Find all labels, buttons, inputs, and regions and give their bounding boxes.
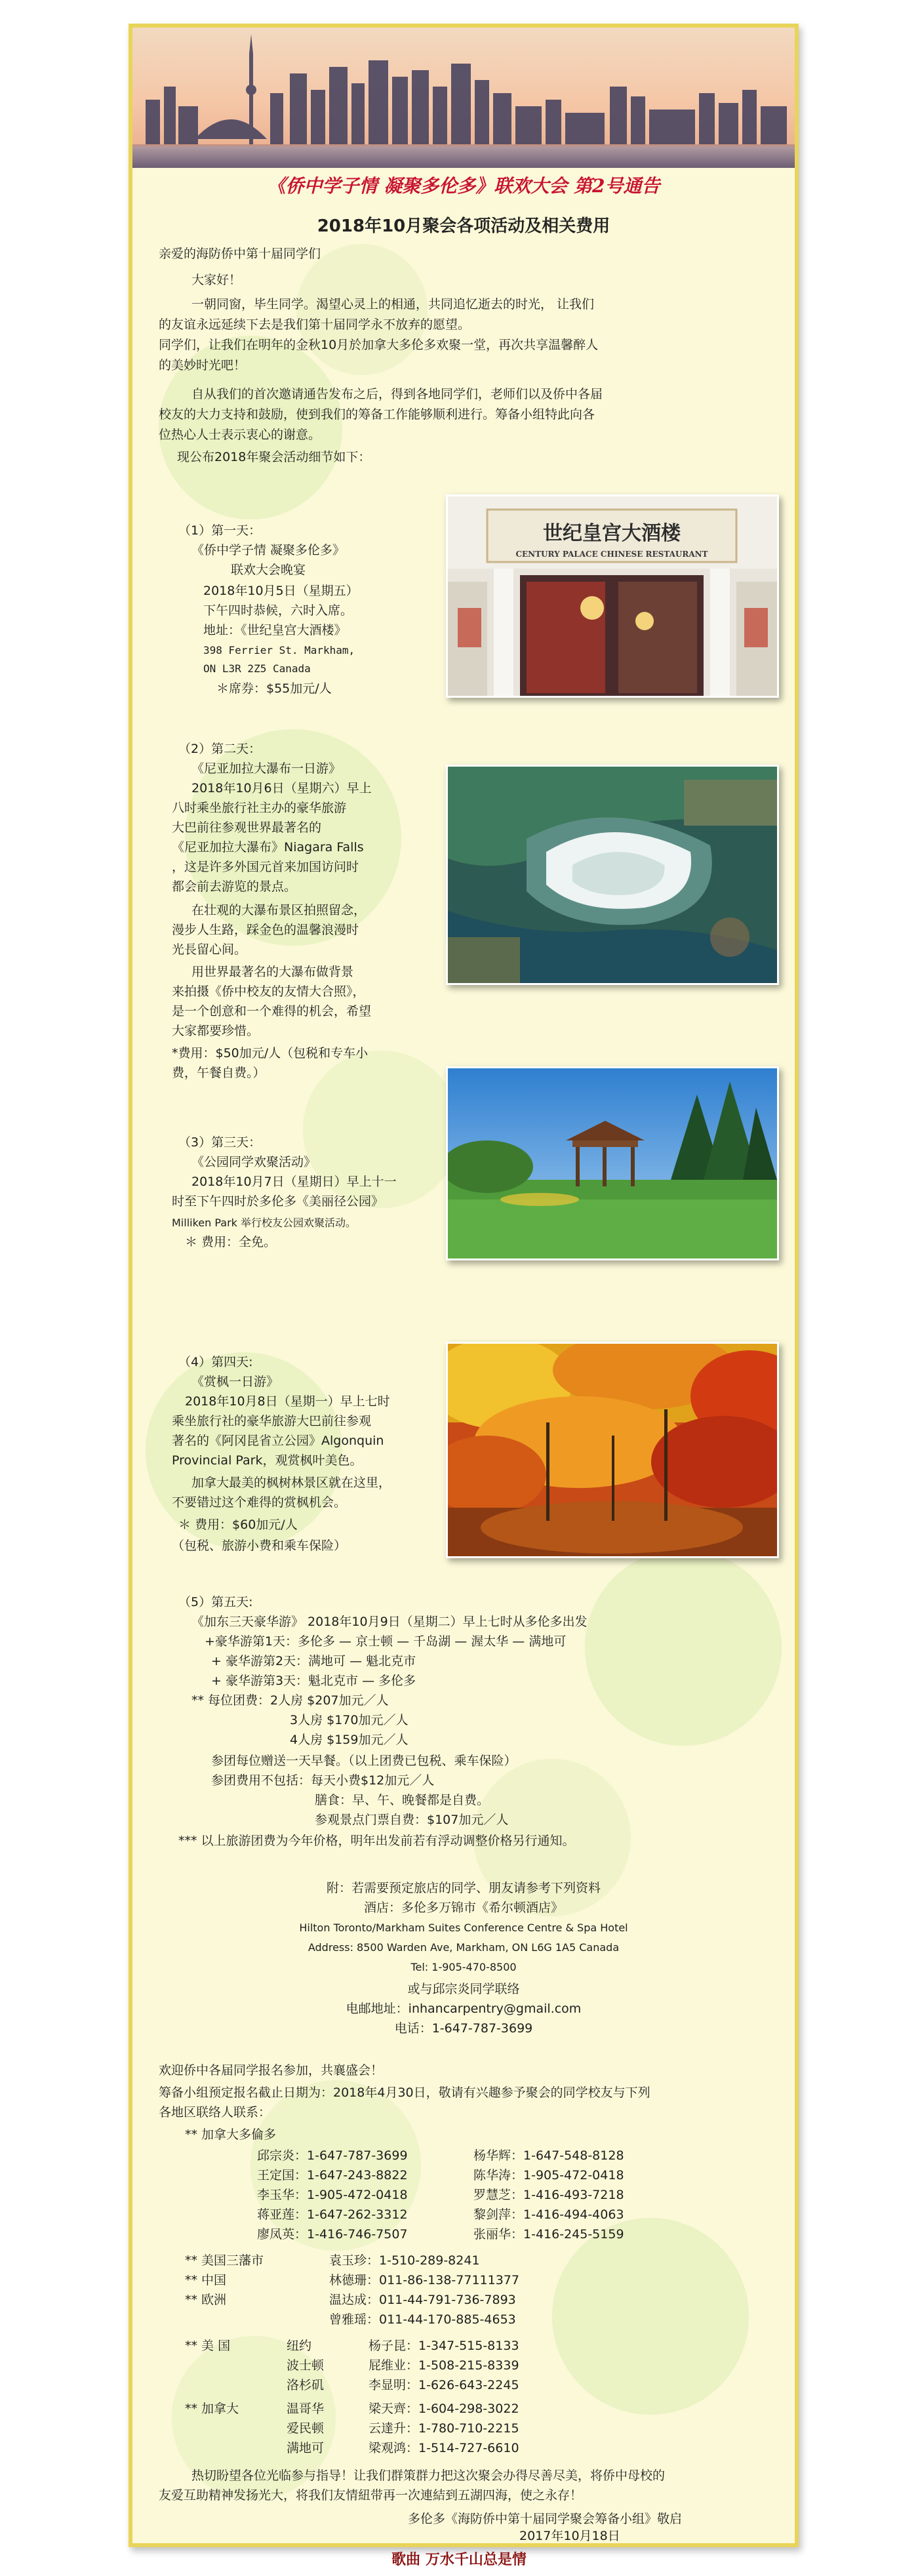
notice-card [129,24,799,2547]
day5-line: 参观景点门票自费：$107加元／人 [315,1813,509,1827]
day5-price: 4人房 $159加元／人 [290,1733,409,1747]
skyline-image [132,28,795,168]
contact-region: ** 美 国 [185,2339,231,2353]
day3-line: 时至下午四时於多伦多《美丽径公园》 [172,1194,384,1209]
welcome-line: 各地区联络人联系： [159,2105,271,2120]
day3-price: ＊ 费用：全免。 [185,1235,277,1249]
contact-phone: 电话：1-647-787-3699 [394,2021,533,2036]
signature: 多伦多《海防侨中第十届同学聚会筹备小组》敬启 [408,2512,683,2526]
contact-city: 纽约 [287,2339,312,2353]
park-image [448,1068,777,1258]
contact-city: 洛杉矶 [287,2378,325,2392]
contacts-canada-header: ** 加拿大多倫多 [185,2127,277,2142]
day2-line: 大家都要珍惜。 [172,1024,260,1038]
welcome-line: 欢迎侨中各届同学报名参加，共襄盛会！ [159,2063,384,2078]
day2-line: 在壮观的大瀑布景区拍照留念， [191,903,367,917]
autumn-forest-image [448,1344,777,1556]
contact-region: ** 美国三藩市 [185,2253,264,2268]
hotel-line: 或与邱宗炎同学联络 [407,1982,520,1996]
day2-line: 2018年10月6日（星期六）早上 [191,781,372,795]
sign-date: 2017年10月18日 [519,2529,620,2543]
decor-bubble [585,1549,782,1746]
contact-email[interactable]: 电邮地址：inhancarpentry@gmail.com [346,2002,582,2016]
restaurant-image [448,496,777,696]
day5-line: 参团费用不包括：每天小费$12加元／人 [211,1773,435,1788]
toronto-skyline-banner [132,28,795,168]
restaurant-sign-en: CENTURY PALACE CHINESE RESTAURANT [515,550,708,559]
welcome-line: 筹备小组预定报名截止日期为：2018年4月30日，敬请有兴趣参予聚会的同学校友与下列 [159,2085,650,2100]
day5-price: ** 每位团费：2人房 $207加元／人 [191,1693,389,1708]
hotel-line: Hilton Toronto/Markham Suites Conference Centre & Spa Hotel [299,1922,628,1934]
contact-entry: 黎剑萍：1-416-494-4063 [473,2207,624,2222]
closing-line: 热切盼望各位光临参与指导！让我们群策群力把这次聚会办得尽善尽美，将侨中母校的 [191,2468,666,2483]
hotel-tel: Tel: 1-905-470-8500 [410,1961,517,1973]
algonquin-park-photo [446,1342,779,1558]
contact-entry: 陈华涛：1-905-472-0418 [473,2168,624,2183]
contact-entry: 张丽华：1-416-245-5159 [473,2227,624,2242]
day5-price: 3人房 $170加元／人 [290,1713,409,1727]
century-palace-photo [446,494,779,698]
intro-line: 位热心人士表示衷心的谢意。 [159,428,321,442]
intro-line: 校友的大力支持和鼓励，使到我们的筹备工作能够顺利进行。筹备小组特此向各 [159,407,595,422]
intro-line: 一朝同窗，毕生同学。渴望心灵上的相通，共同追忆逝去的时光， 让我们 [191,297,595,312]
day1-price: ＊席券：$55加元/人 [216,681,332,696]
day4-line: 乘坐旅行社的豪华旅游大巴前往参观 [172,1414,372,1428]
day5-line: 参团每位赠送一天早餐。（以上团费已包税、乘车保险） [211,1754,517,1768]
contact-entry: 袁玉珍：1-510-289-8241 [329,2253,480,2268]
day2-line: 用世界最著名的大瀑布做背景 [191,965,354,979]
contact-entry: 温达成：011-44-791-736-7893 [329,2293,516,2307]
day2-line: 漫步人生路，踩金色的温馨浪漫时 [172,923,359,937]
intro-hello: 大家好！ [191,273,242,287]
hotel-line: 附：若需要预定旅店的同学、朋友请参考下列资料 [326,1881,601,1895]
contact-entry: 云達升：1-780-710-2215 [369,2421,519,2436]
day4-line: Provincial Park，观赏枫叶美色。 [172,1453,363,1468]
milliken-park-photo [446,1066,779,1260]
contact-city: 爱民顿 [287,2421,325,2436]
day1-line: 联欢大会晚宴 [231,563,306,577]
day1-heading: （1）第一天： [178,523,262,538]
hotel-line: 酒店：多伦多万锦市《希尔顿酒店》 [363,1901,563,1915]
contact-entry: 蒋亚莲：1-647-262-3312 [257,2207,408,2222]
intro-line: 的友谊永远延续下去是我们第十届同学永不放弃的愿望。 [159,317,471,332]
day1-line: 地址：《世纪皇宫大酒楼》 [203,623,347,637]
contact-entry: 梁观鸿：1-514-727-6610 [369,2441,519,2455]
contact-entry: 杨子昆：1-347-515-8133 [369,2339,519,2353]
day2-price: 费，午餐自费。） [172,1066,266,1080]
decor-bubble [552,2218,749,2415]
day2-line: 《尼亚加拉大瀑布一日游》 [191,761,342,776]
contact-entry: 王定国：1-647-243-8822 [257,2168,408,2183]
day2-line: 光長留心间。 [172,942,247,957]
contact-entry: 廖凤英：1-416-746-7507 [257,2227,408,2242]
intro-line: 自从我们的首次邀请通告发布之后，得到各地同学们，老师们以及侨中各届 [191,387,603,401]
contact-city: 满地可 [287,2441,325,2455]
day2-line: 大巴前往参观世界最著名的 [172,820,322,835]
contact-entry: 李玉华：1-905-472-0418 [257,2188,408,2202]
notice-subtitle: 2018年10月聚会各项活动及相关费用 [317,216,610,236]
day4-heading: （4）第四天: [178,1355,253,1369]
day2-heading: （2）第二天： [178,742,262,756]
contact-region: ** 欧洲 [185,2293,227,2307]
day3-line: 2018年10月7日（星期日）早上十一 [191,1175,397,1189]
contact-entry: 屁维业：1-508-215-8339 [369,2358,519,2373]
day1-line: 《侨中学子情 凝聚多伦多》 [191,543,346,557]
day3-heading: （3）第三天： [178,1135,262,1150]
notice-title: 《侨中学子情 凝聚多伦多》联欢大会 第2号通告 [267,175,660,197]
intro-line: 现公布2018年聚会活动细节如下： [177,450,371,464]
contact-region: ** 加拿大 [185,2402,239,2416]
day1-line: 2018年10月5日（星期五） [203,584,359,598]
contact-entry: 罗慧芝：1-416-493-7218 [473,2188,624,2202]
day1-line: 下午四时恭候，六时入席。 [203,603,353,618]
day5-line: 膳食：早、午、晚餐都是自费。 [315,1793,490,1807]
day5-line: + 豪华游第3天：魁北克市 — 多伦多 [211,1674,416,1688]
niagara-falls-photo [446,765,779,985]
day5-note: *** 以上旅游团费为今年价格，明年出发前若有浮动调整价格另行通知。 [178,1834,575,1848]
day4-line: 著名的《阿冈昆省立公园》Algonquin [172,1434,384,1448]
intro-greeting: 亲爱的海防侨中第十届同学们 [159,247,321,261]
contact-entry: 李显明：1-626-643-2245 [369,2378,519,2392]
day2-line: ，这是许多外国元首来加国访问时 [172,860,359,874]
contact-entry: 林德珊：011-86-138-77111377 [329,2273,519,2287]
day1-address: ON L3R 2Z5 Canada [203,662,311,675]
contact-entry: 曾雅瑶：011-44-170-885-4653 [329,2312,516,2327]
contact-city: 波士顿 [287,2358,325,2373]
intro-line: 同学们，让我们在明年的金秋10月於加拿大多伦多欢聚一堂，再次共享温馨醉人 [159,338,599,352]
hotel-address: Address: 8500 Warden Ave, Markham, ON L6G 1A5 Canada [308,1941,620,1954]
contact-entry: 杨华辉：1-647-548-8128 [473,2148,624,2163]
contact-city: 温哥华 [287,2402,325,2416]
restaurant-sign: 世纪皇宫大酒楼 [543,522,681,545]
day5-line: 《加东三天豪华游》 2018年10月9日（星期二）早上七时从多伦多出发 [191,1615,588,1629]
contact-entry: 梁天齊：1-604-298-3022 [369,2402,519,2416]
contact-entry: 邱宗炎：1-647-787-3699 [257,2148,408,2163]
intro-line: 的美妙时光吧！ [159,358,247,372]
day2-line: 八时乘坐旅行社主办的豪华旅游 [172,801,347,815]
day2-price: *费用：$50加元/人（包税和专车小 [172,1046,369,1060]
day4-price: （包税、旅游小费和乘车保险） [172,1539,347,1553]
day5-line: +豪华游第1天：多伦多 — 京士顿 — 千岛湖 — 渥太华 — 满地可 [205,1634,567,1649]
day2-line: 都会前去游览的景点。 [172,879,297,894]
contact-region: ** 中国 [185,2273,227,2287]
day3-line: 《公园同学欢聚活动》 [191,1155,317,1169]
day4-line: 2018年10月8日（星期一）早上七时 [185,1394,390,1409]
day1-address: 398 Ferrier St. Markham, [203,644,355,656]
day4-line: 加拿大最美的枫树林景区就在这里， [191,1476,391,1490]
day4-line: 不要错过这个难得的赏枫机会。 [172,1495,347,1510]
day4-line: 《赏枫一日游》 [191,1375,279,1389]
day2-line: 《尼亚加拉大瀑布》Niagara Falls [172,840,364,855]
day2-line: 来拍摄《侨中校友的友情大合照》， [172,984,365,999]
song-footer: 歌曲 万水千山总是情 [391,2551,527,2568]
day2-line: 是一个创意和一个难得的机会，希望 [172,1004,372,1018]
niagara-image [448,767,777,983]
closing-line: 友爱互助精神发扬光大，将我们友情紐带再一次連結到五湖四海，使之永存！ [159,2488,583,2503]
day5-heading: （5）第五天: [178,1595,253,1609]
day5-line: + 豪华游第2天：满地可 — 魁北克市 [211,1654,416,1668]
day4-price: ＊ 费用：$60加元/人 [178,1518,298,1532]
day3-line: Milliken Park 举行校友公园欢聚活动。 [172,1217,357,1229]
